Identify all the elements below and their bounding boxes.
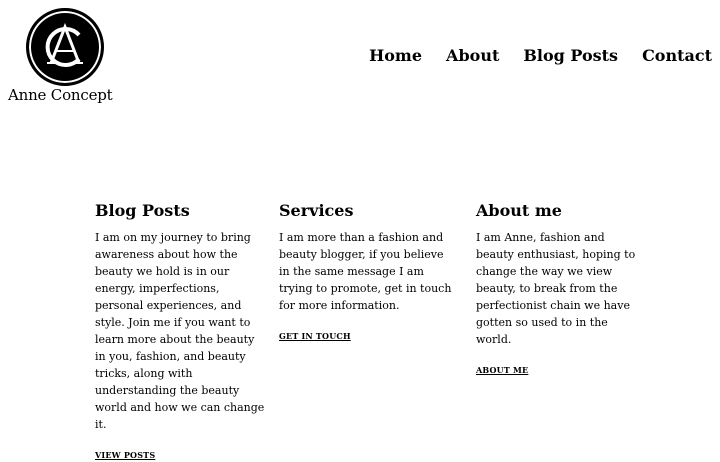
section-services (279, 201, 454, 343)
section-blog-posts (95, 201, 265, 462)
nav-contact[interactable]: Contact (642, 46, 712, 65)
section-title: About me (476, 201, 562, 220)
view-posts-link[interactable]: VIEW POSTS (95, 450, 156, 460)
about-me-link[interactable]: ABOUT ME (476, 365, 529, 375)
brand-name: Anne Concept (8, 86, 113, 104)
nav-home[interactable]: Home (369, 46, 423, 65)
section-body: I am more than a fashion and beauty blogger, if you believe in the same message I am trying to promote, get in touch for more information. (279, 231, 452, 312)
section-title: Services (279, 201, 354, 220)
section-title: Blog Posts (95, 201, 190, 220)
brand-logo[interactable] (8, 8, 124, 108)
get-in-touch-link[interactable]: GET IN TOUCH (279, 331, 351, 341)
main-nav (369, 46, 712, 65)
nav-blog-posts[interactable]: Blog Posts (523, 46, 619, 65)
section-body: I am on my journey to bring awareness about how the beauty we hold is in our energy, imperfections, personal experiences, and style. Join me if you want to learn more about the beauty in you, fashion, and beauty tricks, along with understanding the beauty world and how we can change it. (95, 231, 265, 431)
ac-monogram-icon (26, 8, 104, 86)
section-body: I am Anne, fashion and beauty enthusiast, hoping to change the way we view beauty, to break from the perfectionist chain we have gotten so used to in the world. (476, 231, 636, 346)
nav-about[interactable]: About (446, 46, 500, 65)
section-about-me (476, 201, 636, 377)
